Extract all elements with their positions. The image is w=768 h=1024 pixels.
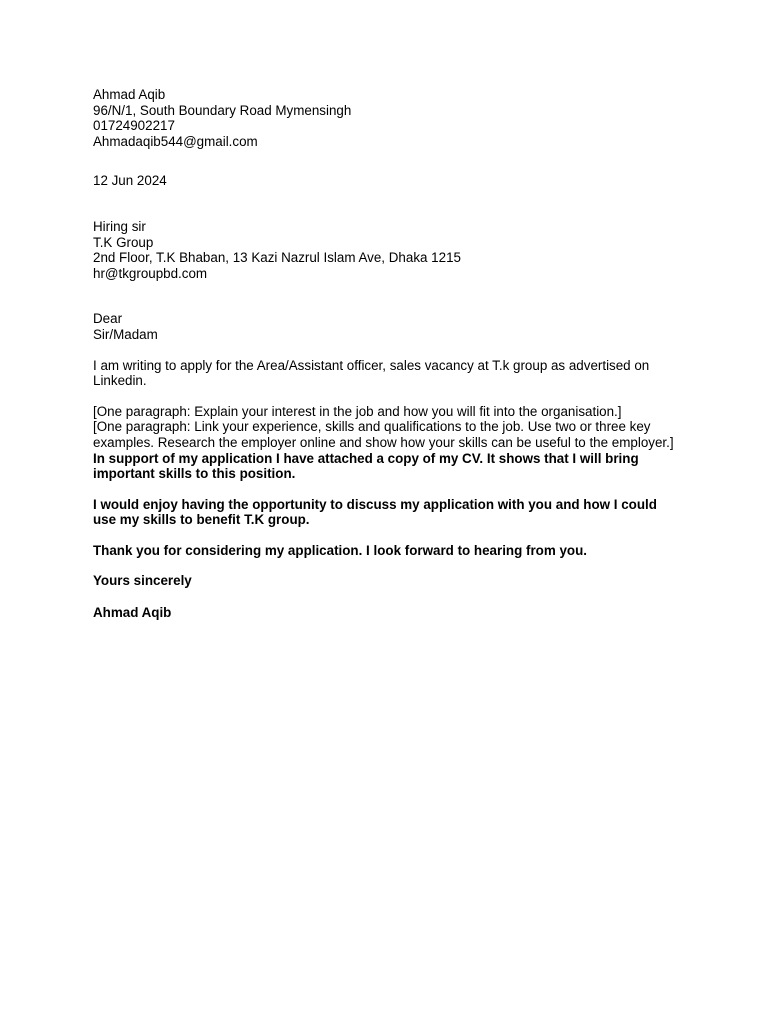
recipient-title: Hiring sir (93, 218, 146, 234)
sender-address: 96/N/1, South Boundary Road Mymensingh (93, 102, 352, 118)
letter-date: 12 Jun 2024 (93, 173, 167, 189)
sender-block (93, 87, 693, 149)
signature-name: Ahmad Aqib (93, 605, 172, 621)
salutation-line-1: Dear (93, 311, 123, 327)
experience-placeholder-paragraph: [One paragraph: Link your experience, skills and qualifications to the job. Use two or three key examples. Research the employer online and show how your skills can be useful to the employer.] (93, 419, 674, 450)
recipient-company: T.K Group (93, 234, 154, 250)
salutation-block (93, 311, 693, 342)
interest-placeholder-paragraph: [One paragraph: Explain your interest in the job and how you will fit into the organisation.] (93, 403, 622, 419)
recipient-email: hr@tkgroupbd.com (93, 265, 208, 281)
thanks-paragraph: Thank you for considering my application. I look forward to hearing from you. (93, 542, 588, 558)
recipient-address: 2nd Floor, T.K Bhaban, 13 Kazi Nazrul Islam Ave, Dhaka 1215 (93, 250, 461, 266)
recipient-block (93, 219, 693, 281)
date-block (93, 173, 693, 189)
sender-phone: 01724902217 (93, 118, 175, 134)
salutation-line-2: Sir/Madam (93, 326, 158, 342)
intro-paragraph: I am writing to apply for the Area/Assistant officer, sales vacancy at T.k group as advertised on Linkedin. (93, 357, 650, 389)
closing-line: Yours sincerely (93, 573, 192, 589)
cover-letter (93, 87, 693, 621)
cv-paragraph: In support of my application I have attached a copy of my CV. It shows that I will bring important skills to this position. (93, 450, 639, 482)
discuss-paragraph: I would enjoy having the opportunity to discuss my application with you and how I could use my skills to benefit T.K group. (93, 496, 657, 528)
sender-name: Ahmad Aqib (93, 87, 166, 102)
sender-email: Ahmadaqib544@gmail.com (93, 133, 258, 149)
